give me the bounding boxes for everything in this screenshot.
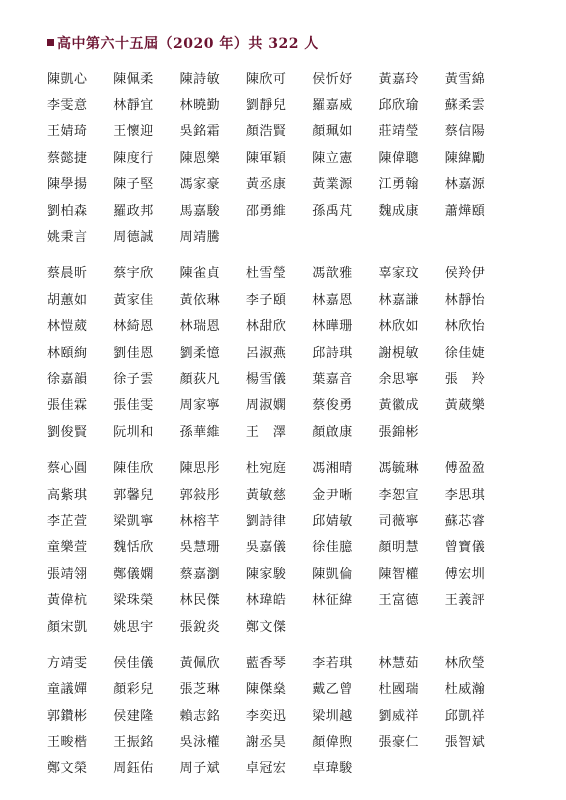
student-name: 郭敍彤 bbox=[179, 487, 221, 503]
student-name: 黃偉杭 bbox=[47, 593, 88, 609]
student-name: 馮毓琳 bbox=[378, 461, 419, 477]
student-name: 陳思彤 bbox=[179, 461, 221, 477]
student-name: 顏彩兒 bbox=[113, 682, 154, 698]
student-name: 吳銘霜 bbox=[179, 124, 221, 140]
student-name: 葉嘉音 bbox=[312, 371, 353, 387]
student-name: 蔡信陽 bbox=[444, 124, 486, 140]
student-name: 徐佳臆 bbox=[312, 540, 353, 556]
student-name: 馬嘉駿 bbox=[179, 203, 221, 219]
student-name: 蔡心圓 bbox=[47, 461, 88, 477]
student-name: 林欣如 bbox=[378, 319, 419, 335]
student-name: 侯羚伊 bbox=[444, 266, 486, 282]
name-row bbox=[47, 727, 547, 753]
name-row bbox=[47, 364, 547, 390]
student-name: 陳恩樂 bbox=[179, 150, 221, 166]
student-name: 顏荻凡 bbox=[179, 371, 221, 387]
name-row bbox=[47, 585, 547, 611]
student-name: 陳偉聰 bbox=[378, 150, 419, 166]
student-name: 黃佩欣 bbox=[179, 655, 221, 671]
name-row bbox=[47, 480, 547, 506]
student-name: 方靖雯 bbox=[47, 655, 88, 671]
name-group bbox=[47, 453, 547, 638]
student-name: 李若琪 bbox=[312, 655, 353, 671]
name-row bbox=[47, 675, 547, 701]
student-name: 蕭燁頤 bbox=[444, 203, 486, 219]
student-name: 楊雪儀 bbox=[245, 371, 287, 387]
student-name: 張芝琳 bbox=[179, 682, 221, 698]
student-name: 林曄珊 bbox=[312, 319, 353, 335]
student-name: 周鈺佑 bbox=[113, 761, 154, 777]
student-name: 李子頤 bbox=[245, 292, 287, 308]
student-name: 郭馨兒 bbox=[113, 487, 154, 503]
name-row bbox=[47, 117, 547, 143]
name-row bbox=[47, 559, 547, 585]
student-name: 郭鑽彬 bbox=[47, 708, 88, 724]
name-row bbox=[47, 90, 547, 116]
student-name: 林靜怡 bbox=[444, 292, 486, 308]
student-name: 姚秉言 bbox=[47, 230, 88, 246]
name-row bbox=[47, 143, 547, 169]
student-name: 黃業源 bbox=[312, 177, 353, 193]
student-name: 黃敏慈 bbox=[245, 487, 287, 503]
student-name: 傅宏圳 bbox=[444, 566, 486, 582]
student-name: 莊靖瑩 bbox=[378, 124, 419, 140]
student-name: 馮湘晴 bbox=[312, 461, 353, 477]
student-name: 劉佳恩 bbox=[113, 345, 154, 361]
name-row bbox=[47, 506, 547, 532]
student-name: 林民傑 bbox=[179, 593, 221, 609]
name-row bbox=[47, 222, 547, 248]
student-name: 陳學揚 bbox=[47, 177, 88, 193]
student-name: 余思寧 bbox=[378, 371, 419, 387]
student-name: 張錦彬 bbox=[378, 424, 419, 440]
student-name: 王畯楷 bbox=[47, 735, 88, 751]
student-name: 吳泳權 bbox=[179, 735, 221, 751]
student-name: 張豪仁 bbox=[378, 735, 419, 751]
student-name: 陳軍穎 bbox=[245, 150, 287, 166]
student-name: 陳雀貞 bbox=[179, 266, 221, 282]
name-row bbox=[47, 170, 547, 196]
student-name: 魏成康 bbox=[378, 203, 419, 219]
student-name: 童樂萱 bbox=[47, 540, 88, 556]
student-name: 蘇柔雲 bbox=[444, 98, 486, 114]
student-name: 梁圳越 bbox=[312, 708, 353, 724]
student-name: 姚思宇 bbox=[113, 619, 154, 635]
student-name: 顏浩賢 bbox=[245, 124, 287, 140]
student-name: 黃嘉玲 bbox=[378, 71, 419, 87]
student-name: 杜國瑞 bbox=[378, 682, 419, 698]
student-name: 顏珮如 bbox=[312, 124, 353, 140]
student-name: 馮歆雅 bbox=[312, 266, 353, 282]
student-name: 高紫琪 bbox=[47, 487, 88, 503]
student-name: 王 澤 bbox=[245, 424, 287, 440]
student-name: 林欣瑩 bbox=[444, 655, 486, 671]
name-row bbox=[47, 701, 547, 727]
name-row bbox=[47, 285, 547, 311]
student-name: 李奕迅 bbox=[245, 708, 287, 724]
name-row bbox=[47, 612, 547, 638]
student-name: 梁珠榮 bbox=[113, 593, 154, 609]
student-name: 羅政邦 bbox=[113, 203, 154, 219]
student-name: 陳智權 bbox=[378, 566, 419, 582]
student-name: 劉柔憶 bbox=[179, 345, 221, 361]
student-name: 劉靜兒 bbox=[245, 98, 287, 114]
student-name: 黃依琳 bbox=[179, 292, 221, 308]
student-name: 王振銘 bbox=[113, 735, 154, 751]
student-name: 阮圳和 bbox=[113, 424, 154, 440]
student-name: 顏偉煦 bbox=[312, 735, 353, 751]
name-row bbox=[47, 196, 547, 222]
name-list bbox=[47, 64, 547, 790]
student-name: 陳子堅 bbox=[113, 177, 154, 193]
student-name: 林甜欣 bbox=[245, 319, 287, 335]
student-name: 林欣怡 bbox=[444, 319, 486, 335]
student-name: 林靜宜 bbox=[113, 98, 154, 114]
student-name: 傅盈盈 bbox=[444, 461, 486, 477]
student-name: 司薇寧 bbox=[378, 513, 419, 529]
student-name: 林征緯 bbox=[312, 593, 353, 609]
student-name: 林曉勤 bbox=[179, 98, 221, 114]
student-name: 賴志銘 bbox=[179, 708, 221, 724]
student-name: 周德誠 bbox=[113, 230, 154, 246]
student-name: 鄭儀嫻 bbox=[113, 566, 154, 582]
student-name: 陳緯勵 bbox=[444, 150, 486, 166]
student-name: 劉柏森 bbox=[47, 203, 88, 219]
student-name: 陳凱倫 bbox=[312, 566, 353, 582]
student-name: 李恕宣 bbox=[378, 487, 419, 503]
student-name: 陳立憲 bbox=[312, 150, 353, 166]
student-name: 周家寧 bbox=[179, 398, 221, 414]
student-name: 孫華維 bbox=[179, 424, 221, 440]
student-name: 杜威瀚 bbox=[444, 682, 486, 698]
student-name: 王富德 bbox=[378, 593, 419, 609]
name-row bbox=[47, 648, 547, 674]
student-name: 林愷葳 bbox=[47, 319, 88, 335]
student-name: 蔡嘉瀏 bbox=[179, 566, 221, 582]
student-name: 侯忻妤 bbox=[312, 71, 353, 87]
student-name: 江勇翰 bbox=[378, 177, 419, 193]
student-name: 黃丞康 bbox=[245, 177, 287, 193]
student-name: 邱欣瑜 bbox=[378, 98, 419, 114]
student-name: 邱婧敏 bbox=[312, 513, 353, 529]
student-name: 吳嘉儀 bbox=[245, 540, 287, 556]
student-name: 戴乙曾 bbox=[312, 682, 353, 698]
heading-title: 高中第六十五屆（2020 年）共 322 人 bbox=[57, 36, 319, 52]
square-bullet-icon bbox=[47, 39, 54, 46]
student-name: 侯佳儀 bbox=[113, 655, 154, 671]
student-name: 陳詩敏 bbox=[179, 71, 221, 87]
student-name: 王懷迎 bbox=[113, 124, 154, 140]
student-name: 陳凱心 bbox=[47, 71, 88, 87]
student-name: 顏宋凱 bbox=[47, 619, 88, 635]
student-name: 蔡俊勇 bbox=[312, 398, 353, 414]
name-group bbox=[47, 259, 547, 444]
student-name: 徐子雲 bbox=[113, 371, 154, 387]
student-name: 杜雪瑩 bbox=[245, 266, 287, 282]
student-name: 劉威祥 bbox=[378, 708, 419, 724]
student-name: 辜家玟 bbox=[378, 266, 419, 282]
student-name: 陳傑燊 bbox=[245, 682, 287, 698]
student-name: 馮家豪 bbox=[179, 177, 221, 193]
name-row bbox=[47, 391, 547, 417]
name-row bbox=[47, 533, 547, 559]
student-name: 張佳雯 bbox=[113, 398, 154, 414]
name-row bbox=[47, 338, 547, 364]
student-name: 黃家佳 bbox=[113, 292, 154, 308]
student-name: 曾寶儀 bbox=[444, 540, 486, 556]
name-group bbox=[47, 648, 547, 780]
student-name: 孫禹芃 bbox=[312, 203, 353, 219]
student-name: 鄭文傑 bbox=[245, 619, 287, 635]
student-name: 林嘉源 bbox=[444, 177, 486, 193]
name-row bbox=[47, 64, 547, 90]
student-name: 張靖翎 bbox=[47, 566, 88, 582]
student-name: 邱凱祥 bbox=[444, 708, 486, 724]
student-name: 張佳霖 bbox=[47, 398, 88, 414]
student-name: 陳佩柔 bbox=[113, 71, 154, 87]
student-name: 杜宛庭 bbox=[245, 461, 287, 477]
student-name: 周淑嫻 bbox=[245, 398, 287, 414]
student-name: 童議嬋 bbox=[47, 682, 88, 698]
student-name: 蔡懿捷 bbox=[47, 150, 88, 166]
student-name: 林頤絢 bbox=[47, 345, 88, 361]
student-name: 劉俊賢 bbox=[47, 424, 88, 440]
student-name: 陳度行 bbox=[113, 150, 154, 166]
student-name: 陳家駿 bbox=[245, 566, 287, 582]
student-name: 林瑋皓 bbox=[245, 593, 287, 609]
student-name: 林瑞恩 bbox=[179, 319, 221, 335]
student-name: 林榕芊 bbox=[179, 513, 221, 529]
name-row bbox=[47, 312, 547, 338]
student-name: 謝丞昊 bbox=[245, 735, 287, 751]
student-name: 邱詩琪 bbox=[312, 345, 353, 361]
name-row bbox=[47, 417, 547, 443]
student-name: 羅嘉威 bbox=[312, 98, 353, 114]
student-name: 林綺恩 bbox=[113, 319, 154, 335]
student-name: 林嘉恩 bbox=[312, 292, 353, 308]
student-name: 蘇芯睿 bbox=[444, 513, 486, 529]
student-name: 李雯意 bbox=[47, 98, 88, 114]
student-name: 黃葳樂 bbox=[444, 398, 486, 414]
student-name: 李思琪 bbox=[444, 487, 486, 503]
student-name: 卓冠宏 bbox=[245, 761, 287, 777]
student-name: 王婧琦 bbox=[47, 124, 88, 140]
name-row bbox=[47, 259, 547, 285]
student-name: 梁凱寧 bbox=[113, 513, 154, 529]
student-name: 李芷萱 bbox=[47, 513, 88, 529]
student-name: 周靖騰 bbox=[179, 230, 221, 246]
student-name: 呂淑燕 bbox=[245, 345, 287, 361]
student-name: 顏明慧 bbox=[378, 540, 419, 556]
student-name: 邵勇維 bbox=[245, 203, 287, 219]
student-name: 侯建隆 bbox=[113, 708, 154, 724]
student-name: 胡蕙如 bbox=[47, 292, 88, 308]
student-name: 顏啟康 bbox=[312, 424, 353, 440]
student-name: 徐嘉韻 bbox=[47, 371, 88, 387]
student-name: 徐佳婕 bbox=[444, 345, 486, 361]
name-row bbox=[47, 453, 547, 479]
student-name: 張智斌 bbox=[444, 735, 486, 751]
student-name: 鄭文榮 bbox=[47, 761, 88, 777]
student-name: 陳佳欣 bbox=[113, 461, 154, 477]
student-name: 蔡宇欣 bbox=[113, 266, 154, 282]
student-name: 劉詩律 bbox=[245, 513, 287, 529]
student-name: 謝梘敏 bbox=[378, 345, 419, 361]
student-name: 黃雪綿 bbox=[444, 71, 486, 87]
student-name: 張銳炎 bbox=[179, 619, 221, 635]
name-group bbox=[47, 64, 547, 249]
student-name: 張 羚 bbox=[444, 371, 486, 387]
name-row bbox=[47, 754, 547, 780]
student-name: 黃徽成 bbox=[378, 398, 419, 414]
student-name: 王義評 bbox=[444, 593, 486, 609]
student-name: 周子斌 bbox=[179, 761, 221, 777]
student-name: 林慧茹 bbox=[378, 655, 419, 671]
student-name: 陳欣可 bbox=[245, 71, 287, 87]
student-name: 藍香琴 bbox=[245, 655, 287, 671]
student-name: 林嘉謙 bbox=[378, 292, 419, 308]
student-name: 吳慧珊 bbox=[179, 540, 221, 556]
student-name: 卓瑋駿 bbox=[312, 761, 353, 777]
student-name: 魏恬欣 bbox=[113, 540, 154, 556]
student-name: 蔡晨昕 bbox=[47, 266, 88, 282]
page-heading bbox=[47, 33, 319, 53]
student-name: 金尹晰 bbox=[312, 487, 353, 503]
